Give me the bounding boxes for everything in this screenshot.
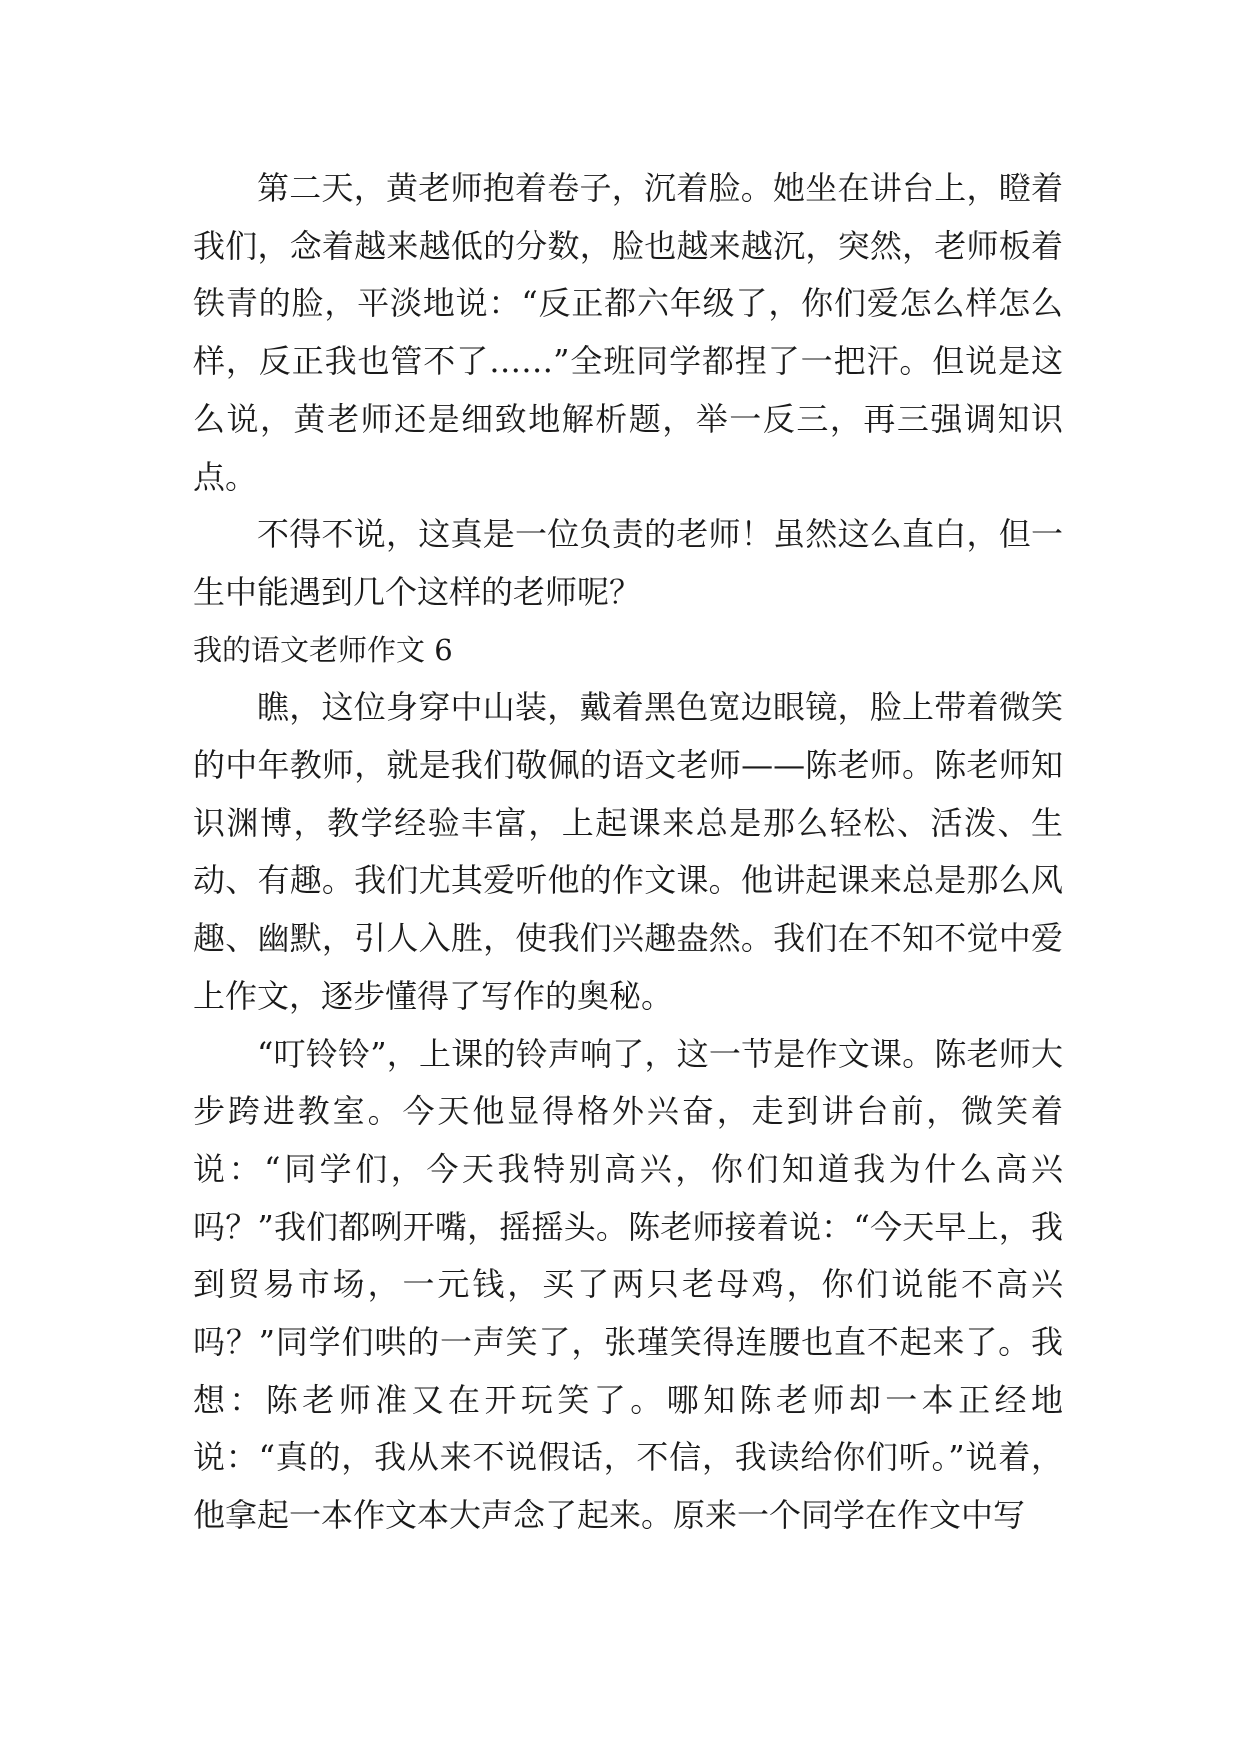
paragraph-exam-day: 第二天，黄老师抱着卷子，沉着脸。她坐在讲台上，瞪着我们，念着越来越低的分数，脸也越来越沉，突然，老师板着铁青的脸，平淡地说：“反正都六年级了，你们爱怎么样怎么样，反正我也管不了……”全班同学都捏了一把汗。但说是这么说，黄老师还是细致地解析题，举一反三，再三强调知识点。 [193,169,1063,496]
paragraph-composition-class: “叮铃铃”，上课的铃声响了，这一节是作文课。陈老师大步跨进教室。今天他显得格外兴奋，走到讲台前，微笑着说：“同学们，今天我特别高兴，你们知道我为什么高兴吗？”我们都咧开嘴，摇摇头。陈老师接着说：“今天早上，我到贸易市场，一元钱，买了两只老母鸡，你们说能不高兴吗？”同学们哄的一声笑了，张瑾笑得连腰也直不起来了。我想：陈老师准又在开玩笑了。哪知陈老师却一本正经地说：“真的，我从来不说假话，不信，我读给你们听。”说着，他拿起一本作文本大声念了起来。原来一个同学在作文中写 [193,1034,1063,1535]
section-title: 我的语文老师作文 6 [193,632,453,667]
paragraph-responsible-teacher: 不得不说，这真是一位负责的老师！虽然这么直白，但一生中能遇到几个这样的老师呢？ [193,515,1063,611]
document-body [193,160,1063,1545]
paragraph-teacher-chen-intro: 瞧，这位身穿中山装，戴着黑色宽边眼镜，脸上带着微笑的中年教师，就是我们敬佩的语文老师——陈老师。陈老师知识渊博，教学经验丰富，上起课来总是那么轻松、活泼、生动、有趣。我们尤其爱听他的作文课。他讲起课来总是那么风趣、幽默，引人入胜，使我们兴趣盎然。我们在不知不觉中爱上作文，逐步懂得了写作的奥秘。 [193,688,1063,1015]
